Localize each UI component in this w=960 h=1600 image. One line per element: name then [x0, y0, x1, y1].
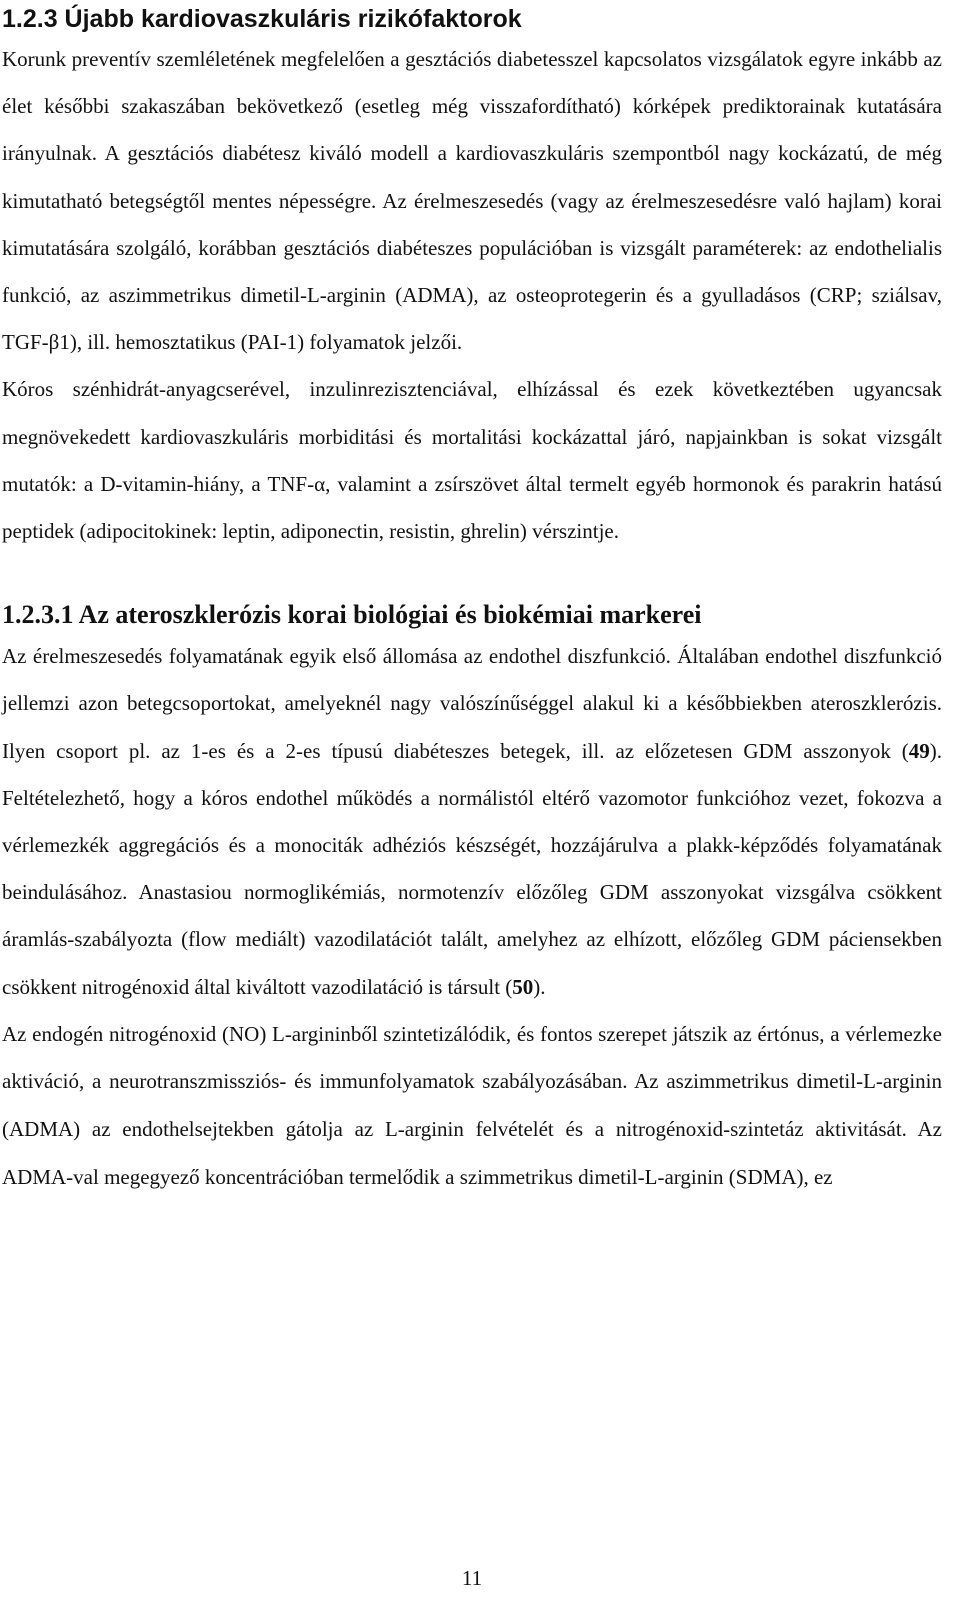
subsection-heading: 1.2.3.1 Az ateroszklerózis korai biológiai és biokémiai markerei [2, 600, 702, 630]
paragraph-text: ). [533, 974, 546, 999]
paragraph-text: Az érelmeszesedés folyamatának egyik első állomása az endothel diszfunkció. Általában endothel diszfunkció jellemzi azon betegcsoportokat, amelyeknél nagy valószínűséggel alakul ki a későbbiekben ateroszklerózis. Ilyen csoport pl. az 1-es és a 2-es típusú diabéteszes betegek, ill. az előzetesen GDM asszonyok ( [2, 644, 942, 763]
paragraph-risk-factors-intro: Korunk preventív szemléletének megfelelően a gesztációs diabetesszel kapcsolatos vizsgálatok egyre inkább az élet későbbi szakaszában bekövetkező (esetleg még visszafordítható) kórképek prediktorainak kutatására irányulnak. A gesztációs diabétesz kiváló modell a kardiovaszkuláris szempontból nagy kockázatú, de még kimutatható betegségtől mentes népességre. Az érelmeszesedés (vagy az érelmeszesedésre való hajlam) korai kimutatására szolgáló, korábban gesztációs diabéteszes populációban is vizsgált paraméterek: az endothelialis funkció, az aszimmetrikus dimetil-L-arginin (ADMA), az osteoprotegerin és a gyulladásos (CRP; sziálsav, TGF-β1), ill. hemosztatikus (PAI-1) folyamatok jelzői. [2, 47, 942, 355]
section-heading: 1.2.3 Újabb kardiovaszkuláris rizikófaktorok [2, 5, 522, 33]
document-page [2, 0, 942, 1600]
citation-reference: 49 [908, 738, 930, 763]
citation-reference: 50 [512, 974, 534, 999]
paragraph-endothelial-dysfunction [2, 633, 942, 1011]
paragraph-nitric-oxide: Az endogén nitrogénoxid (NO) L-argininből szintetizálódik, és fontos szerepet játszik az értónus, a vérlemezke aktiváció, a neurotranszmissziós- és immunfolyamatok szabályozásában. Az aszimmetrikus dimetil-L-arginin (ADMA) az endothelsejtekben gátolja az L-arginin felvételét és a nitrogénoxid-szintetáz aktivitását. Az ADMA-val megegyező koncentrációban termelődik a szimmetrikus dimetil-L-arginin (SDMA), ez [2, 1021, 942, 1189]
paragraph-text: ). Feltételezhető, hogy a kóros endothel működés a normálistól eltérő vazomotor funkcióhoz vezet, fokozva a vérlemezkék aggregációs és a monociták adhéziós készségét, hozzájárulva a plakk-képződés folyamatának beindulásához. Anastasiou normoglikémiás, normotenzív előzőleg GDM asszonyokat vizsgálva csökkent áramlás-szabályozta (flow mediált) vazodilatációt talált, amelyhez az elhízott, előzőleg GDM páciensekben csökkent nitrogénoxid által kiváltott vazodilatáció is társult ( [2, 738, 942, 999]
page-number: 11 [461, 1566, 483, 1590]
paragraph-metabolic-markers: Kóros szénhidrát-anyagcserével, inzulinrezisztenciával, elhízással és ezek következtében ugyancsak megnövekedett kardiovaszkuláris morbiditási és mortalitási kockázattal járó, napjainkban is sokat vizsgált mutatók: a D-vitamin-hiány, a TNF-α, valamint a zsírszövet által termelt egyéb hormonok és parakrin hatású peptidek (adipocitokinek: leptin, adiponectin, resistin, ghrelin) vérszintje. [2, 377, 942, 544]
